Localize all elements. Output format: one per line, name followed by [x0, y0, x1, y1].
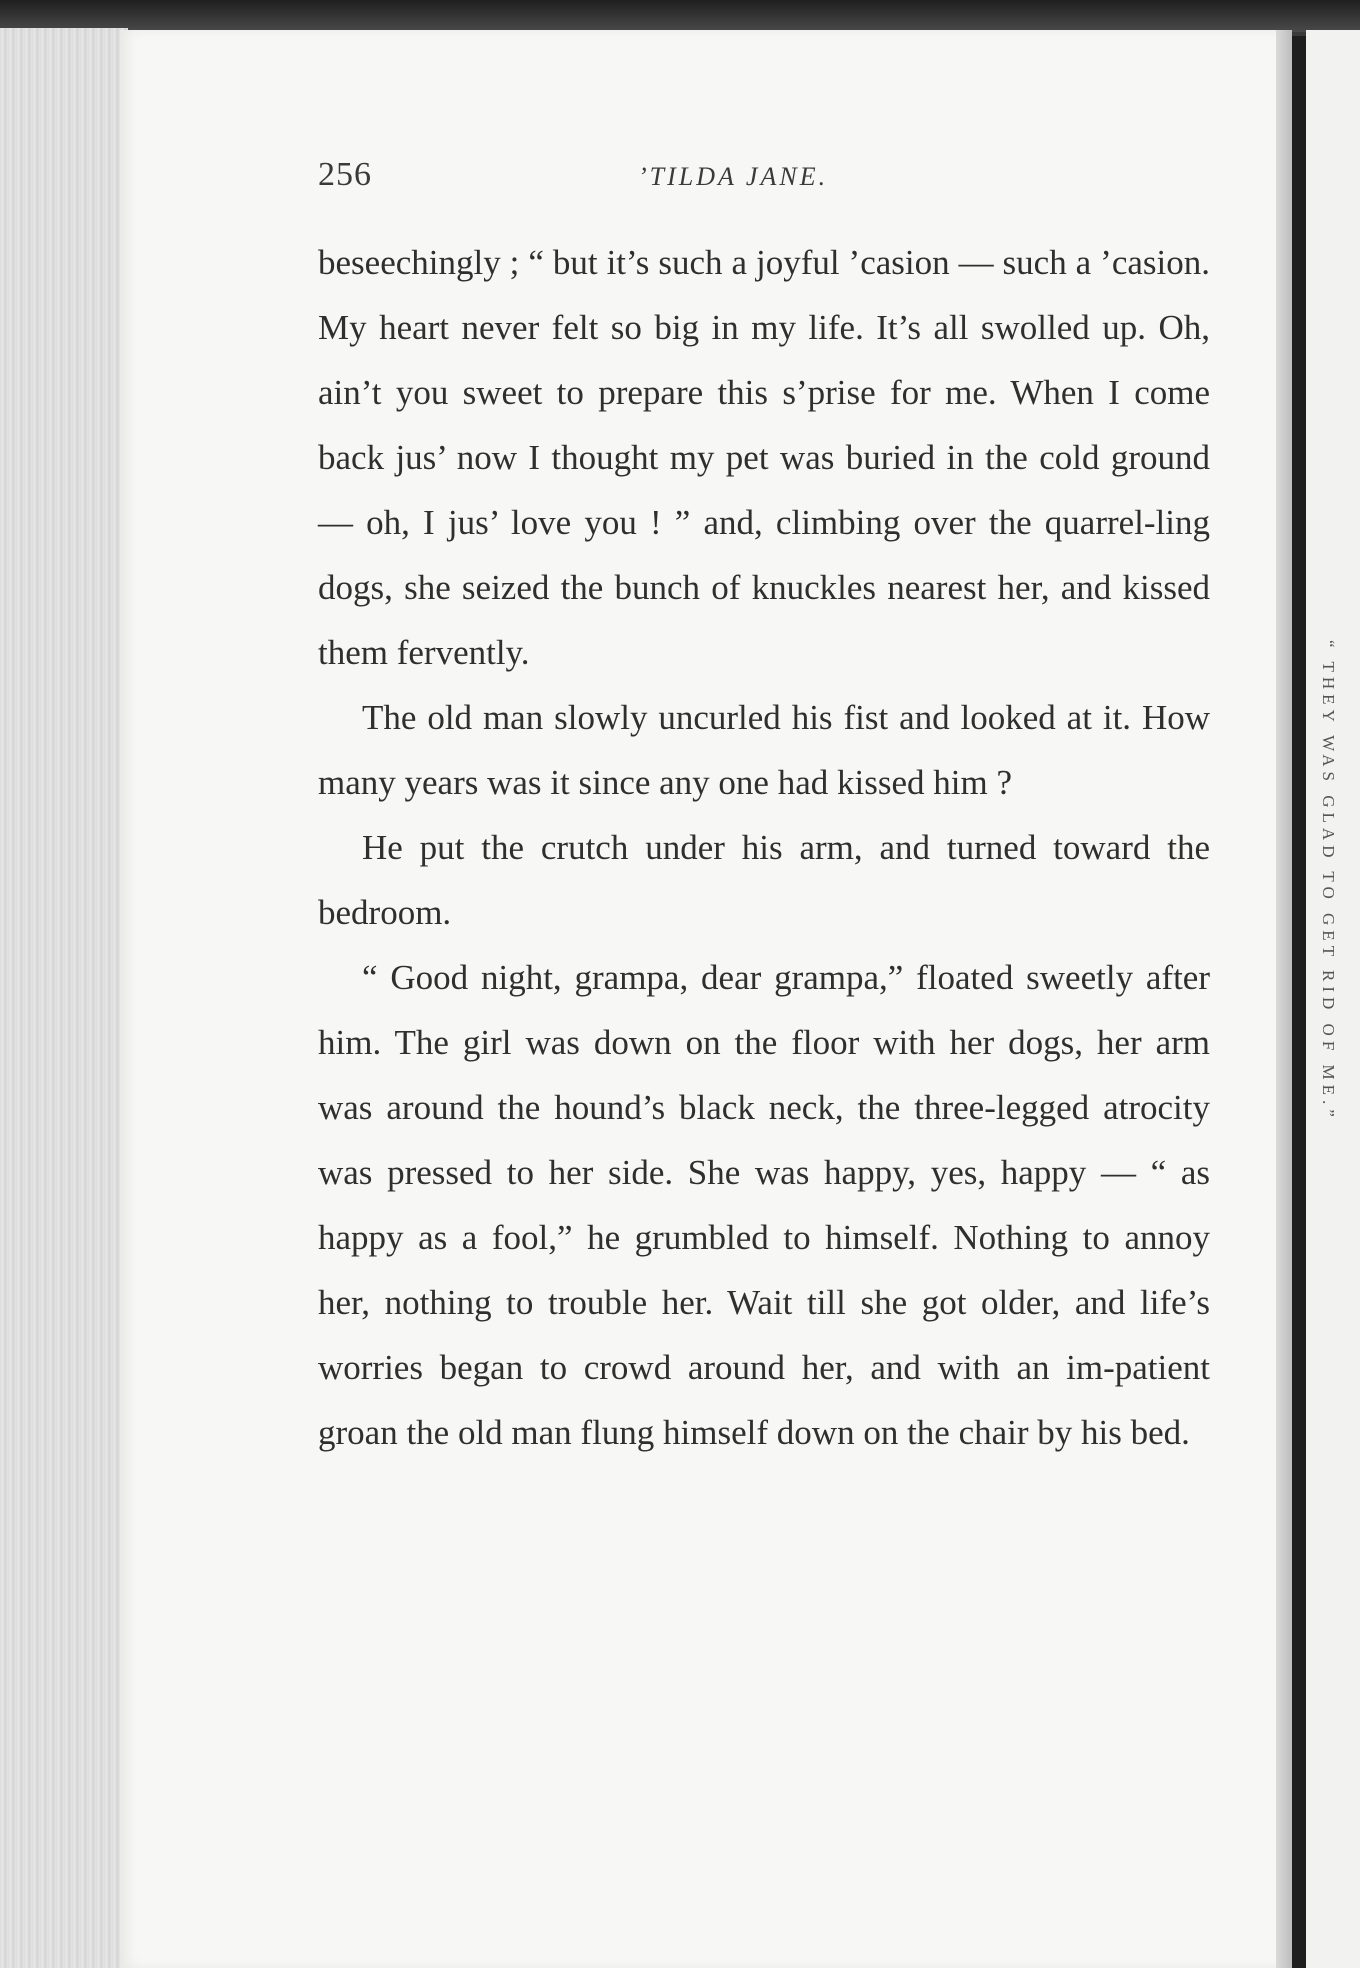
book-title: ’TILDA JANE. [638, 162, 829, 191]
facing-page-caption: “ THEY WAS GLAD TO GET RID OF ME.” [1319, 640, 1338, 1122]
paragraph: “ Good night, grampa, dear grampa,” floated sweetly after him. The girl was down on the floor with her dogs, her arm was around the hound’s black neck, the three-legged atrocity was pressed to her side. She was happy, yes, happy — “ as happy as a fool,” he grumbled to himself. Nothing to annoy her, nothing to trouble her. Wait till she got older, and life’s worries began to crowd around her, and with an im-patient groan the old man flung himself down on the chair by his bed. [318, 958, 1210, 1452]
book-spine-shadow [1292, 36, 1306, 1968]
paragraph: He put the crutch under his arm, and turned toward the bedroom. [318, 828, 1210, 932]
body-text [318, 230, 1210, 1465]
scanner-top-edge [0, 0, 1360, 32]
paragraph-continuation: beseechingly ; “ but it’s such a joyful ’casion — such a ’casion. My heart never felt so big in my life. It’s all swolled up. Oh, ain’t you sweet to prepare this s’prise for me. When I come back jus’ now I thought my pet was buried in the cold ground — oh, I jus’ love you ! ” and, climbing over the quarrel-ling dogs, she seized the bunch of knuckles nearest her, and kissed them fervently. [318, 243, 1210, 672]
page-number: 256 [318, 156, 372, 193]
paragraph: The old man slowly uncurled his fist and looked at it. How many years was it since any one had kissed him ? [318, 698, 1210, 802]
running-head [318, 156, 1210, 210]
page-gutter [1276, 30, 1292, 1968]
page-stack-edge [0, 28, 128, 1968]
